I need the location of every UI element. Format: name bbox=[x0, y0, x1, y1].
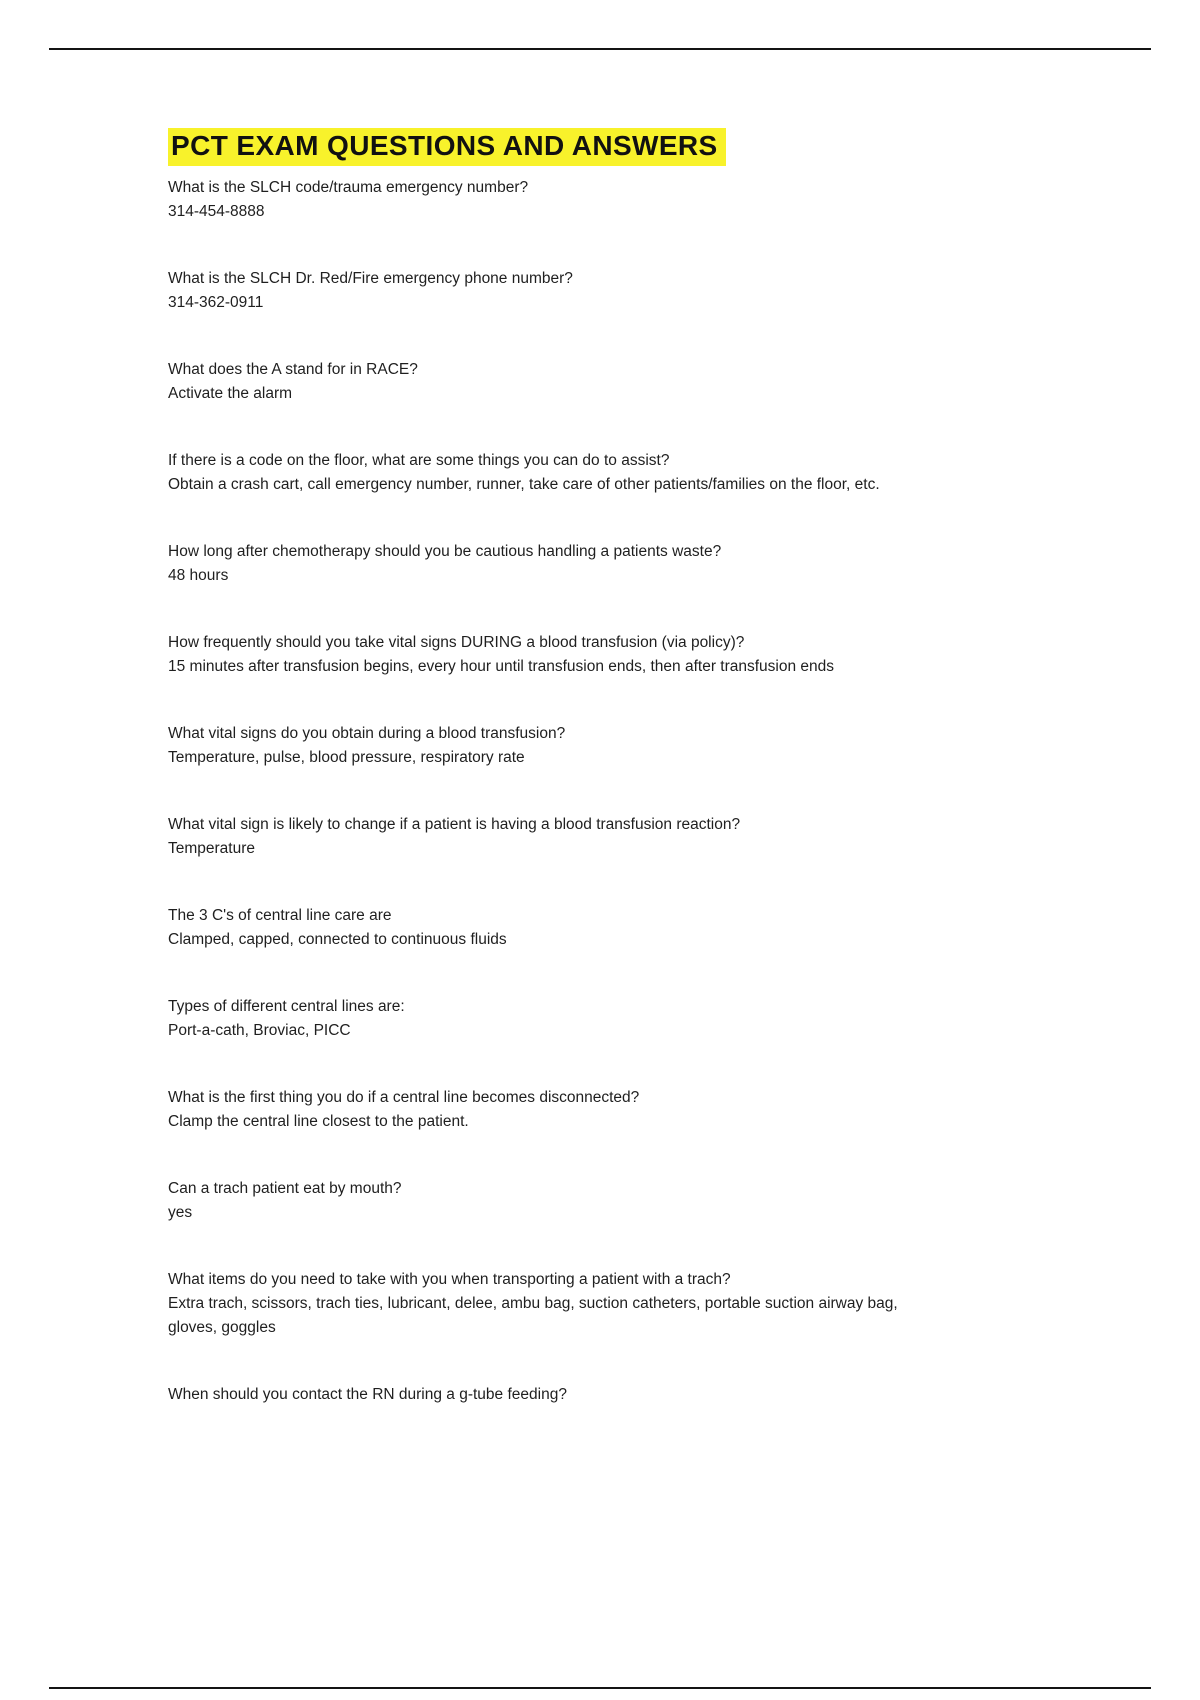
answer-text: Port-a-cath, Broviac, PICC bbox=[168, 1022, 351, 1039]
answer-text: 314-454-8888 bbox=[168, 203, 265, 220]
answer-text: 314-362-0911 bbox=[168, 294, 264, 311]
question-text: What does the A stand for in RACE? bbox=[168, 361, 418, 378]
qa-block bbox=[168, 1383, 938, 1407]
answer-text: yes bbox=[168, 1204, 193, 1221]
question-text: The 3 C's of central line care are bbox=[168, 907, 392, 924]
question-text: How long after chemotherapy should you be cautious handling a patients waste? bbox=[168, 543, 722, 560]
answer-text: Clamped, capped, connected to continuous fluids bbox=[168, 931, 507, 948]
title-highlight: PCT EXAM QUESTIONS AND ANSWERS bbox=[168, 128, 726, 166]
answer-text: Clamp the central line closest to the patient. bbox=[168, 1113, 469, 1130]
qa-block bbox=[168, 1268, 938, 1340]
question-text: When should you contact the RN during a g-tube feeding? bbox=[168, 1386, 567, 1403]
document-content bbox=[168, 128, 938, 1450]
question-text: How frequently should you take vital signs DURING a blood transfusion (via policy)? bbox=[168, 634, 745, 651]
qa-block bbox=[168, 813, 938, 861]
answer-text: Extra trach, scissors, trach ties, lubricant, delee, ambu bag, suction catheters, portable suction airway bag, gloves, goggles bbox=[168, 1295, 898, 1336]
answer-text: Activate the alarm bbox=[168, 385, 293, 402]
question-text: What is the first thing you do if a central line becomes disconnected? bbox=[168, 1089, 640, 1106]
question-text: Types of different central lines are: bbox=[168, 998, 405, 1015]
qa-block bbox=[168, 995, 938, 1043]
qa-block bbox=[168, 358, 938, 406]
qa-block bbox=[168, 176, 938, 224]
question-text: What vital sign is likely to change if a patient is having a blood transfusion reaction? bbox=[168, 816, 741, 833]
answer-text: 15 minutes after transfusion begins, every hour until transfusion ends, then after transfusion ends bbox=[168, 658, 835, 675]
qa-block bbox=[168, 631, 938, 679]
qa-list bbox=[168, 176, 938, 1407]
qa-block bbox=[168, 1086, 938, 1134]
top-horizontal-rule bbox=[49, 48, 1151, 50]
qa-block bbox=[168, 267, 938, 315]
question-text: What is the SLCH Dr. Red/Fire emergency phone number? bbox=[168, 270, 573, 287]
qa-block bbox=[168, 540, 938, 588]
answer-text: 48 hours bbox=[168, 567, 229, 584]
answer-text: Obtain a crash cart, call emergency number, runner, take care of other patients/families on the floor, etc. bbox=[168, 476, 880, 493]
bottom-horizontal-rule bbox=[49, 1687, 1151, 1689]
page-title bbox=[168, 128, 938, 166]
question-text: Can a trach patient eat by mouth? bbox=[168, 1180, 402, 1197]
answer-text: Temperature bbox=[168, 840, 256, 857]
qa-block bbox=[168, 1177, 938, 1225]
question-text: What items do you need to take with you when transporting a patient with a trach? bbox=[168, 1271, 731, 1288]
answer-text: Temperature, pulse, blood pressure, respiratory rate bbox=[168, 749, 525, 766]
qa-block bbox=[168, 722, 938, 770]
question-text: If there is a code on the floor, what are some things you can do to assist? bbox=[168, 452, 670, 469]
qa-block bbox=[168, 904, 938, 952]
qa-block bbox=[168, 449, 938, 497]
question-text: What is the SLCH code/trauma emergency number? bbox=[168, 179, 529, 196]
question-text: What vital signs do you obtain during a blood transfusion? bbox=[168, 725, 566, 742]
